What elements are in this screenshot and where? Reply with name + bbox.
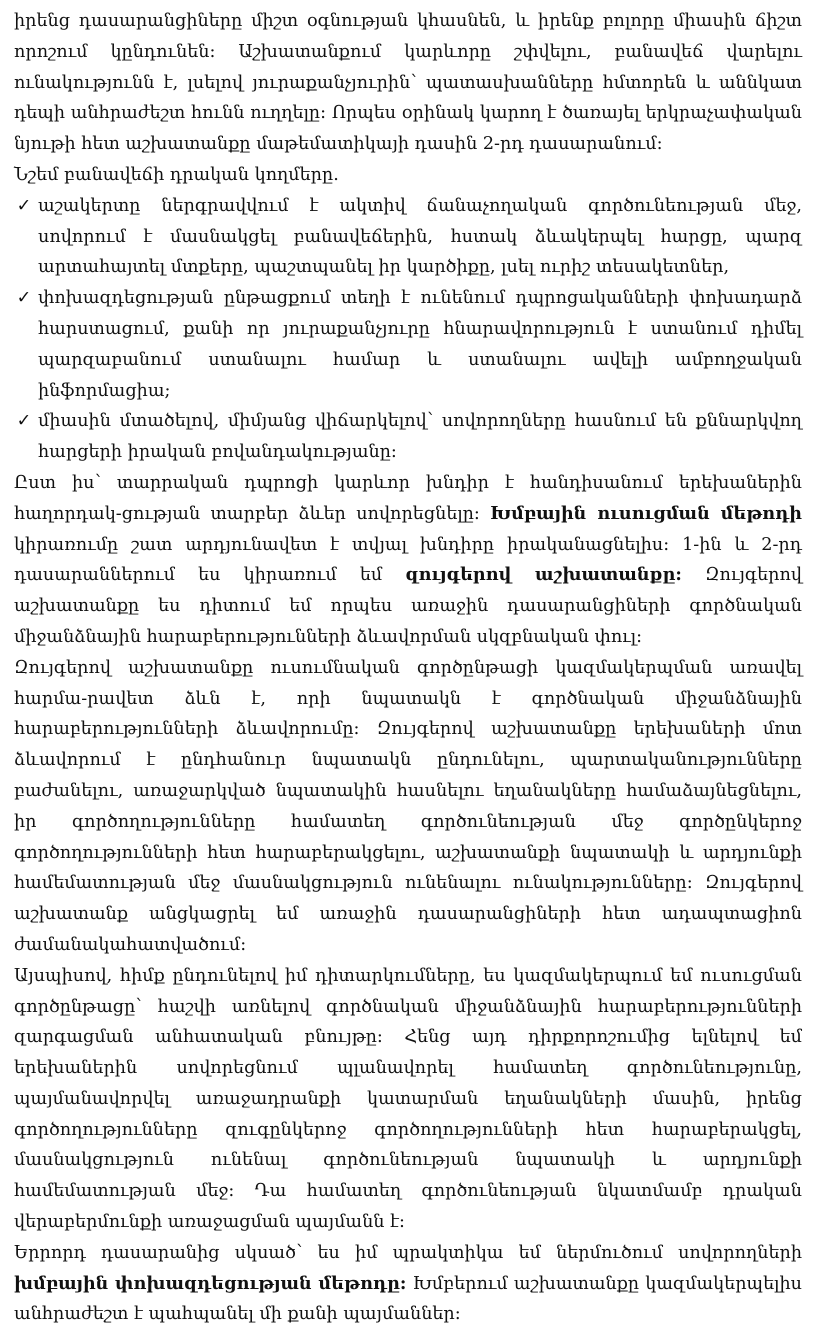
paragraph-pair-work: Զույգերով աշխատանքը ուսումնական գործընթացի կազմակերպման առավել հարմա-րավետ ձևն է, որի նպատակն է գործնական միջանձնային հարաբերությունների ձևավորումը: Զույգերով աշխատանքը երեխաների մոտ ձևավորում է ընդհանուր նպատակն ընդունելու, պարտականությունները բաժանելու, առաջարկված նպատակին հասնելու եղանակները համաձայնեցնելու, իր գործողությունները համատեղ գործունեության մեջ գործընկերոջ գործողությունների հետ հարաբերակցելու, աշխատանքի նպատակի և արդյունքի համեմատության մեջ մասնակցություն ունենալու ունակությունները: Զույգերով աշխատանք անցկացրել եմ առաջին դասարանցիների հետ ադապտացիոն ժամանակահատվածում: bbox=[14, 657, 802, 955]
bold-text: զույգերով աշխատանքը: bbox=[405, 564, 682, 586]
paragraph-group-learning bbox=[14, 468, 802, 653]
text-run: Զույգերով աշխատանքը ես դիտում եմ որպես առաջին դասարանցիների գործնական միջանձնային հարաբերությունների ձևավորման սկզբնական փուլ: bbox=[14, 565, 803, 647]
paragraph-intro: իրենց դասարանցիները միշտ օգնության կհասնեն, և իրենք բոլորը միասին ճիշտ որոշում կընդունեն: Աշխատանքում կարևորը շփվելու, բանավեճ վարելու ունակությունն է, լսելով յուրաքանչյուրին՝ պատասխանները հմտորեն և աննկատ դեպի անհրաժեշտ հունն ուղղելը: Որպես օրինակ կարող է ծառայել երկրաչափական նյութի հետ աշխատանքը մաթեմատիկայի դասին 2-րդ դասարանում: bbox=[14, 11, 802, 155]
text-run: կիրառումը շատ արդյունավետ է տվյալ խնդիրը իրականացնելիս: 1-ին և 2-րդ դասարաններում ես կիրառում եմ bbox=[14, 534, 802, 586]
list-item bbox=[14, 191, 802, 283]
list-item-text: փոխազդեցության ընթացքում տեղի է ունենում դպրոցականների փոխադարձ հարստացում, քանի որ յուրաքանչյուրը հնարավորություն է ստանում դիմել պարզաբանում ստանալու համար և ստանալու ավելի ամբողջական ինֆորմացիա; bbox=[38, 288, 802, 401]
list-item-text: աշակերտը ներգրավվում է ակտիվ ճանաչողական գործունեության մեջ, սովորում է մասնակցել բանավեճերին, հստակ ձևակերպել հարցը, պարզ արտահայտել մտքերը, պաշտպանել իր կարծիքը, լսել ուրիշ տեսակետներ, bbox=[38, 195, 802, 278]
checkmark-icon: ✓ bbox=[16, 288, 32, 309]
list-item bbox=[14, 283, 802, 406]
text-run: Երրորդ դասարանից սկսած՝ ես իմ պրակտիկա եմ ներմուծում սովորողների bbox=[14, 1242, 802, 1263]
bold-text: Խմբային ուսուցման մեթոդի bbox=[490, 502, 803, 524]
paragraph-third-grade bbox=[14, 1238, 802, 1326]
paragraph-debate-heading: Նշեմ բանավեճի դրական կողմերը. bbox=[14, 164, 339, 185]
debate-benefits-list bbox=[14, 191, 802, 468]
checkmark-icon: ✓ bbox=[16, 411, 32, 432]
paragraph-conclusion: Այսպիսով, հիմք ընդունելով իմ դիտարկումները, ես կազմակերպում եմ ուսուցման գործընթացը՝ հաշվի առնելով գործնական միջանձնային հարաբերությունների զարգացման անհատական բնույթը: Հենց այդ դիրքորոշումից ելնելով եմ երեխաներին սովորեցնում պլանավորել համատեղ գործունեությունը, պայմանավորվել առաջադրանքի կատարման եղանակների մասին, իրենց գործողությունները զուգընկերոջ գործողությունների հետ հարաբերակցել, մասնակցություն ունենալ գործունեության նպատակի և արդյունքի համեմատության մեջ: Դա համատեղ գործունեության նկատմամբ դրական վերաբերմունքի առաջացման պայմանն է: bbox=[14, 965, 802, 1233]
list-item-text: միասին մտածելով, միմյանց վիճարկելով՝ սովորողները հասնում են քննարկվող հարցերի իրական բովանդակությանը: bbox=[38, 411, 802, 463]
bold-text: խմբային փոխազդեցության մեթոդը: bbox=[14, 1272, 407, 1294]
text-run: Խմբերում աշխատանքը կազմակերպելիս անհրաժեշտ է պահպանել մի քանի պայմաններ: bbox=[14, 1273, 803, 1325]
list-item bbox=[14, 406, 802, 468]
checkmark-icon: ✓ bbox=[16, 195, 32, 216]
text-run: Ըստ իս՝ տարրական դպրոցի կարևոր խնդիր է հանդիսանում երեխաներին հաղորդակ-ցության տարբեր ձևեր սովորեցնելը: bbox=[14, 472, 802, 524]
